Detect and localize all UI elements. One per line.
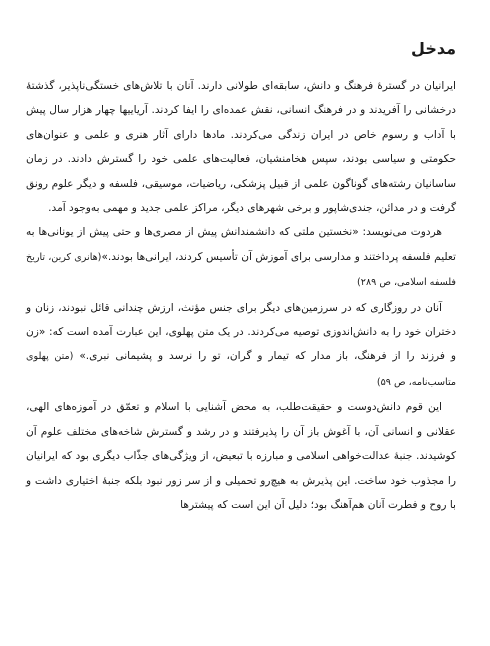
citation: (هانری کربن، تاریخ فلسفه اسلامی، ص ۲۸۹) bbox=[26, 251, 456, 289]
paragraph-islam-acceptance bbox=[26, 395, 456, 517]
section-heading: مدخل bbox=[411, 39, 456, 58]
paragraph-intro bbox=[26, 74, 456, 220]
paragraph-text: آنان در روزگاری که در سرزمین‌های دیگر برای جنس مؤنث، ارزش چندانی قائل نبودند، زنان و دختران خود را به دانش‌اندوزی توصیه می‌کردند. در یک متن پهلوی، این عبارت آمده است که: «زن و فرزند را از فرهنگ، باز مدار که تیمار و گران، تو را نرسد و پشیمانی نبری.» bbox=[26, 301, 456, 363]
paragraph-text: این قوم دانش‌دوست و حقیقت‌طلب، به محض آشنایی با اسلام و تعمّق در آموزه‌های الهی، عقلانی و انسانی آن، با آغوش باز آن را پذیرفتند و در رشد و گسترش شاخه‌های مختلف علوم آن کوشیدند. جنبهٔ عدالت‌خواهی اسلامی و مبارزه با تبعیض، از ویژگی‌های جذّاب دیگری بود که ایرانیان را مجذوب خود ساخت. این پذیرش به هیچ‌رو تحمیلی و از سر زور نبود بلکه جنبهٔ اختیاری داشت و با روح و فطرت آنان هم‌آهنگ بود؛ دلیل آن این است که پیشترها bbox=[26, 401, 456, 511]
citation: (متن پهلوی متاسب‌نامه، ص ۵۹) bbox=[26, 351, 456, 388]
paragraph-text: هردوت می‌نویسد: «نخستین ملتی که دانشمندانش پیش از مصری‌ها و حتی پیش از یونانی‌ها به تعلیم فلسفه پرداختند و مدارسی برای آموزش آن تأسیس کردند، ایرانی‌ها بودند.» bbox=[26, 226, 456, 263]
paragraph-herodotus-quote bbox=[26, 220, 456, 295]
paragraph-women-education bbox=[26, 296, 456, 396]
paragraph-text: ایرانیان در گسترهٔ فرهنگ و دانش، سابقه‌ای طولانی دارند. آنان با تلاش‌های خستگی‌ناپذیر، گذشتهٔ درخشانی را آفریدند و در فرهنگ انسانی، نقش عمده‌ای را ایفا کردند. آریاییها چهار هزار سال پیش با آداب و رسوم خاص در ایران زندگی می‌کردند. مادها دارای آثار هنری و علمی و عنوان‌های حکومتی و سیاسی بودند، سپس هخامنشیان، فعالیت‌های علمی خود را گسترش دادند. در زمان ساسانیان رشته‌های گوناگون علمی از قبیل پزشکی، ریاضیات، موسیقی، فلسفه و دیگر علوم رونق گرفت و در مدائن، جندی‌شاپور و برخی شهرهای دیگر، مراکز علمی جدید و مهمی به‌وجود آمد. bbox=[26, 80, 456, 215]
